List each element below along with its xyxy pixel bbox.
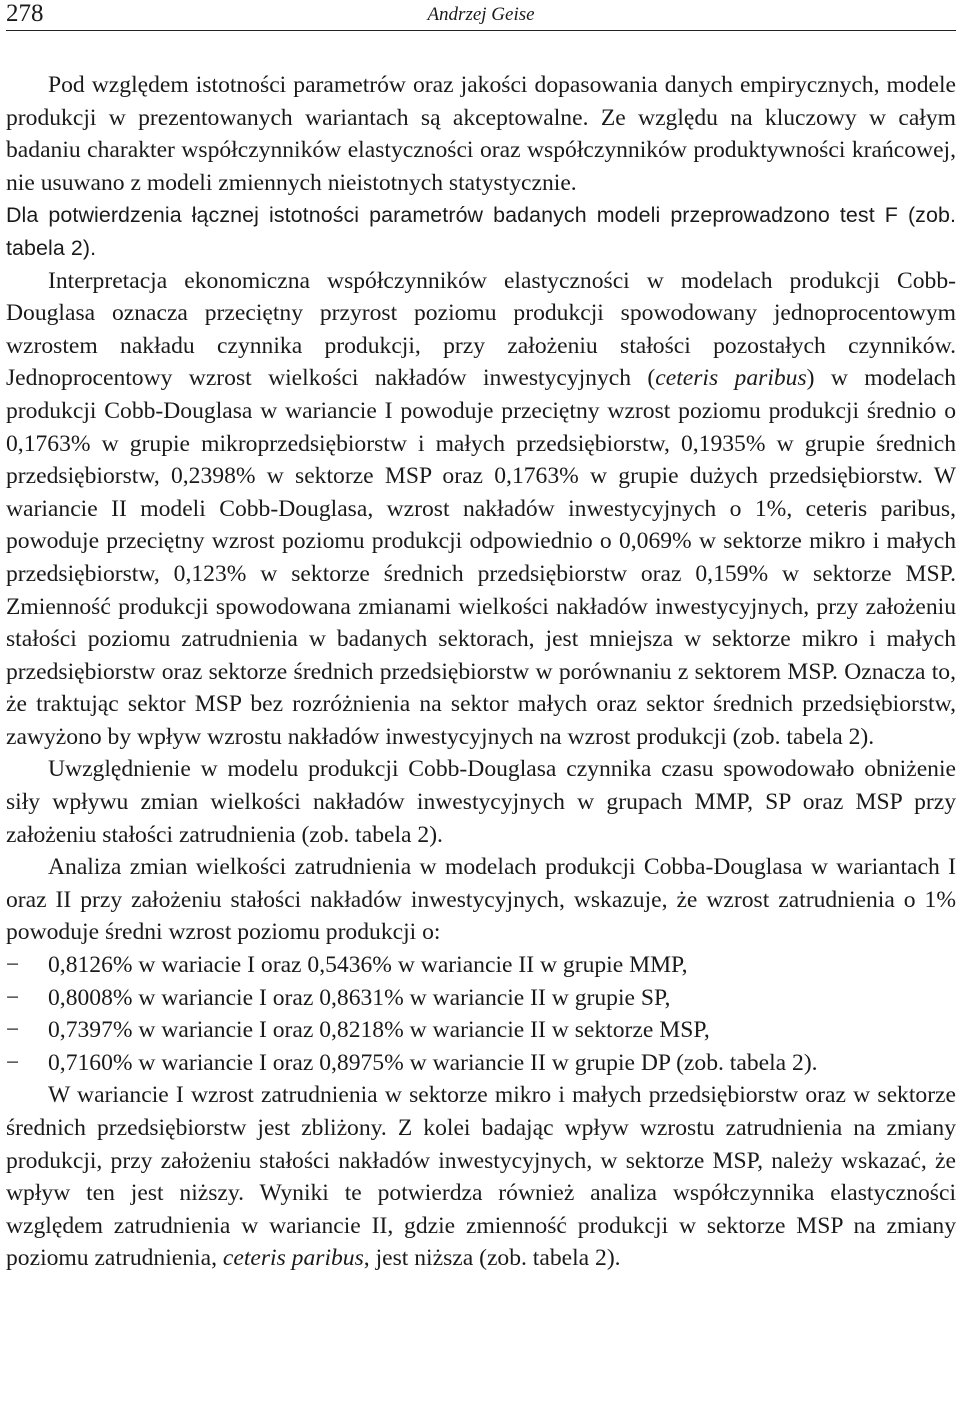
paragraph-1-sans-text: Dla potwierdzenia łącznej istotności parametrów badanych modeli przeprowadzono test F (zob. tabela 2). [6,203,956,260]
document-page [6,0,956,1275]
list-item-text: 0,8008% w wariancie I oraz 0,8631% w wariancie II w grupie SP, [48,984,671,1011]
dash-bullet: − [6,952,20,979]
paragraph-3 [6,753,956,851]
paragraph-3-text: Uwzględnienie w modelu produkcji Cobb-Douglasa czynnika czasu spowodowało obniżenie siły wpływu zmian wielkości nakładów inwestycyjnych w grupach MMP, SP oraz MSP przy założeniu stałości zatrudnienia (zob. tabela 2). [6,756,956,848]
list-item-text: 0,7160% w wariancie I oraz 0,8975% w wariancie II w grupie DP (zob. tabela 2). [48,1049,818,1076]
list-item [6,1014,956,1047]
page-header [6,0,956,31]
paragraph-1-text: Pod względem istotności parametrów oraz jakości dopasowania danych empirycznych, modele produkcji w prezentowanych wariantach są akceptowalne. Ze względu na kluczowy w całym badaniu charakter współczynników elastyczności oraz współczynników produktywności krańcowej, nie usuwano z modeli zmiennych nieistotnych statystycznie. [6,72,956,196]
running-head-author: Andrzej Geise [427,4,535,25]
paragraph-2-italic: ceteris paribus [655,365,807,392]
paragraph-2-text-a: Interpretacja ekonomiczna współczynników elastyczności w modelach produkcji Cobb-Douglasa oznacza przeciętny przyrost poziomu produkcji spowodowany jednoprocentowym wzrostem nakładu czynnika produkcji, przy założeniu stałości pozostałych czynników. Jednoprocentowy wzrost wielkości nakładów inwestycyjnych ( [6,267,956,392]
paragraph-5-text-a: W wariancie I wzrost zatrudnienia w sektorze mikro i małych przedsiębiorstw oraz w sektorze średnich przedsiębiorstw jest zbliżony. Z kolei badając wpływ wzrostu zatrudnienia na zmiany produkcji, przy założeniu stałości nakładów inwestycyjnych, w sektorze MSP, należy wskazać, że wpływ ten jest niższy. Wyniki te potwierdza również analiza współczynnika elastyczności względem zatrudnienia w wariancie II, gdzie zmienność produkcji w sektorze MSP na zmiany poziomu zatrudnienia, [6,1082,956,1272]
paragraph-5-italic: ceteris paribus [222,1245,364,1272]
list-item [6,949,956,982]
paragraph-4 [6,851,956,949]
dash-bullet: − [6,984,20,1011]
results-list [6,949,956,1079]
list-item [6,982,956,1015]
dash-bullet: − [6,1017,20,1044]
paragraph-1 [6,69,956,199]
paragraph-2 [6,265,956,754]
paragraph-4-text: Analiza zmian wielkości zatrudnienia w modelach produkcji Cobba-Douglasa w wariantach I oraz II przy założeniu stałości nakładów inwestycyjnych, wskazuje, że wzrost zatrudnienia o 1% powoduje średni wzrost poziomu produkcji o: [6,854,956,946]
dash-bullet: − [6,1049,20,1076]
page-number: 278 [6,0,44,27]
list-item-text: 0,7397% w wariancie I oraz 0,8218% w wariancie II w sektorze MSP, [48,1017,710,1044]
body-text [6,69,956,1275]
paragraph-2-text-b: ) w modelach produkcji Cobb-Douglasa w wariancie I powoduje przeciętny wzrost poziomu produkcji średnio o 0,1763% w grupie mikroprzedsiębiorstw i małych przedsiębiorstw, 0,1935% w grupie średnich przedsiębiorstw, 0,2398% w sektorze MSP oraz 0,1763% w grupie dużych przedsiębiorstw. W wariancie II modeli Cobb-Douglasa, wzrost nakładów inwestycyjnych o 1%, ceteris paribus, powoduje przeciętny wzrost poziomu produkcji odpowiednio o 0,069% w sektorze mikro i małych przedsiębiorstw, 0,123% w sektorze średnich przedsiębiorstw oraz 0,159% w sektorze MSP. Zmienność produkcji spowodowana zmianami wielkości nakładów inwestycyjnych, przy założeniu stałości poziomu zatrudnienia w badanych sektorach, jest mniejsza w sektorze mikro i małych przedsiębiorstw oraz sektorze średnich przedsiębiorstw w porównaniu z sektorem MSP. Oznacza to, że traktując sektor MSP bez rozróżnienia na sektor małych oraz sektor średnich przedsiębiorstw, zawyżono by wpływ wzrostu nakładów inwestycyjnych na wzrost produkcji (zob. tabela 2). [6,365,957,750]
paragraph-5-text-b: , jest niższa (zob. tabela 2). [363,1245,621,1272]
paragraph-5 [6,1079,956,1275]
paragraph-1-continuation [6,199,956,264]
list-item [6,1047,956,1080]
list-item-text: 0,8126% w wariacie I oraz 0,5436% w wariancie II w grupie MMP, [48,952,688,979]
